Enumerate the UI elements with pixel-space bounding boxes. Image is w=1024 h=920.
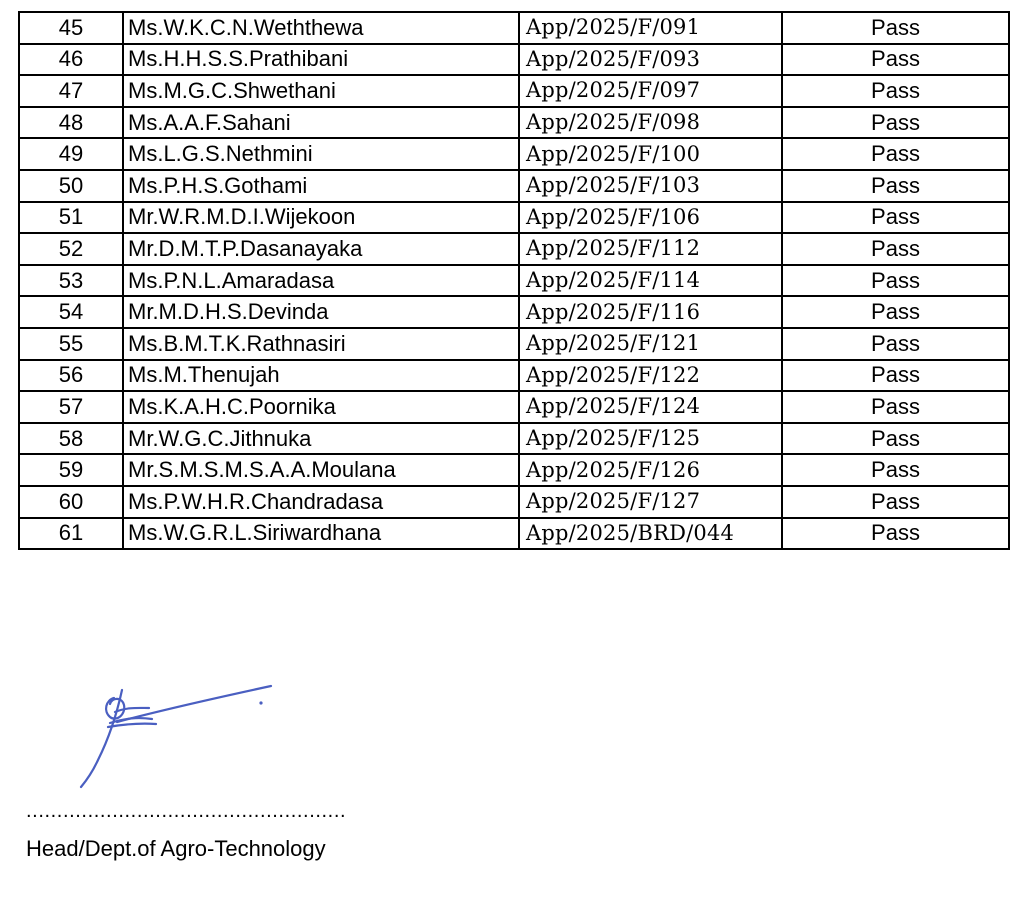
result-status: Pass (782, 170, 1009, 202)
result-status: Pass (782, 518, 1009, 550)
row-number: 49 (19, 138, 123, 170)
application-number: App/2025/F/124 (519, 391, 782, 423)
table-row (19, 233, 1009, 265)
row-number: 45 (19, 12, 123, 44)
table-row (19, 75, 1009, 107)
application-number: App/2025/F/122 (519, 360, 782, 392)
result-status: Pass (782, 44, 1009, 76)
row-number: 57 (19, 391, 123, 423)
student-name: Ms.M.G.C.Shwethani (123, 75, 519, 107)
result-status: Pass (782, 233, 1009, 265)
result-status: Pass (782, 12, 1009, 44)
result-status: Pass (782, 391, 1009, 423)
application-number: App/2025/F/098 (519, 107, 782, 139)
student-name: Ms.A.A.F.Sahani (123, 107, 519, 139)
table-row (19, 391, 1009, 423)
row-number: 56 (19, 360, 123, 392)
row-number: 50 (19, 170, 123, 202)
application-number: App/2025/F/103 (519, 170, 782, 202)
table-row (19, 454, 1009, 486)
student-name: Ms.P.W.H.R.Chandradasa (123, 486, 519, 518)
result-status: Pass (782, 265, 1009, 297)
application-number: App/2025/F/106 (519, 202, 782, 234)
result-status: Pass (782, 423, 1009, 455)
table-row (19, 423, 1009, 455)
application-number: App/2025/F/127 (519, 486, 782, 518)
table-row (19, 202, 1009, 234)
application-number: App/2025/F/126 (519, 454, 782, 486)
table-row (19, 486, 1009, 518)
table-row (19, 138, 1009, 170)
result-status: Pass (782, 454, 1009, 486)
result-status: Pass (782, 202, 1009, 234)
result-status: Pass (782, 138, 1009, 170)
table-row (19, 360, 1009, 392)
application-number: App/2025/F/093 (519, 44, 782, 76)
row-number: 46 (19, 44, 123, 76)
row-number: 59 (19, 454, 123, 486)
application-number: App/2025/F/114 (519, 265, 782, 297)
row-number: 48 (19, 107, 123, 139)
student-name: Ms.L.G.S.Nethmini (123, 138, 519, 170)
student-name: Ms.P.N.L.Amaradasa (123, 265, 519, 297)
student-name: Mr.D.M.T.P.Dasanayaka (123, 233, 519, 265)
student-name: Ms.P.H.S.Gothami (123, 170, 519, 202)
result-status: Pass (782, 296, 1009, 328)
row-number: 58 (19, 423, 123, 455)
student-name: Ms.K.A.H.C.Poornika (123, 391, 519, 423)
table-row (19, 12, 1009, 44)
application-number: App/2025/F/121 (519, 328, 782, 360)
result-status: Pass (782, 75, 1009, 107)
student-name: Mr.S.M.S.M.S.A.A.Moulana (123, 454, 519, 486)
table-row (19, 44, 1009, 76)
row-number: 61 (19, 518, 123, 550)
signature-line: .................................................... (26, 800, 347, 822)
row-number: 53 (19, 265, 123, 297)
row-number: 60 (19, 486, 123, 518)
application-number: App/2025/F/091 (519, 12, 782, 44)
results-table (18, 11, 1010, 550)
signatory-title: Head/Dept.of Agro-Technology (26, 836, 326, 861)
student-name: Ms.W.G.R.L.Siriwardhana (123, 518, 519, 550)
student-name: Mr.W.G.C.Jithnuka (123, 423, 519, 455)
student-name: Ms.B.M.T.K.Rathnasiri (123, 328, 519, 360)
results-table-body (19, 12, 1009, 549)
row-number: 55 (19, 328, 123, 360)
row-number: 52 (19, 233, 123, 265)
student-name: Mr.M.D.H.S.Devinda (123, 296, 519, 328)
application-number: App/2025/F/125 (519, 423, 782, 455)
row-number: 47 (19, 75, 123, 107)
table-row (19, 328, 1009, 360)
application-number: App/2025/F/100 (519, 138, 782, 170)
table-row (19, 265, 1009, 297)
row-number: 54 (19, 296, 123, 328)
table-row (19, 107, 1009, 139)
application-number: App/2025/BRD/044 (519, 518, 782, 550)
application-number: App/2025/F/116 (519, 296, 782, 328)
student-name: Ms.M.Thenujah (123, 360, 519, 392)
application-number: App/2025/F/112 (519, 233, 782, 265)
student-name: Ms.H.H.S.S.Prathibani (123, 44, 519, 76)
table-row (19, 518, 1009, 550)
result-status: Pass (782, 486, 1009, 518)
handwritten-signature (70, 678, 290, 793)
table-row (19, 296, 1009, 328)
student-name: Ms.W.K.C.N.Weththewa (123, 12, 519, 44)
student-name: Mr.W.R.M.D.I.Wijekoon (123, 202, 519, 234)
table-row (19, 170, 1009, 202)
row-number: 51 (19, 202, 123, 234)
result-status: Pass (782, 328, 1009, 360)
result-status: Pass (782, 107, 1009, 139)
application-number: App/2025/F/097 (519, 75, 782, 107)
result-status: Pass (782, 360, 1009, 392)
